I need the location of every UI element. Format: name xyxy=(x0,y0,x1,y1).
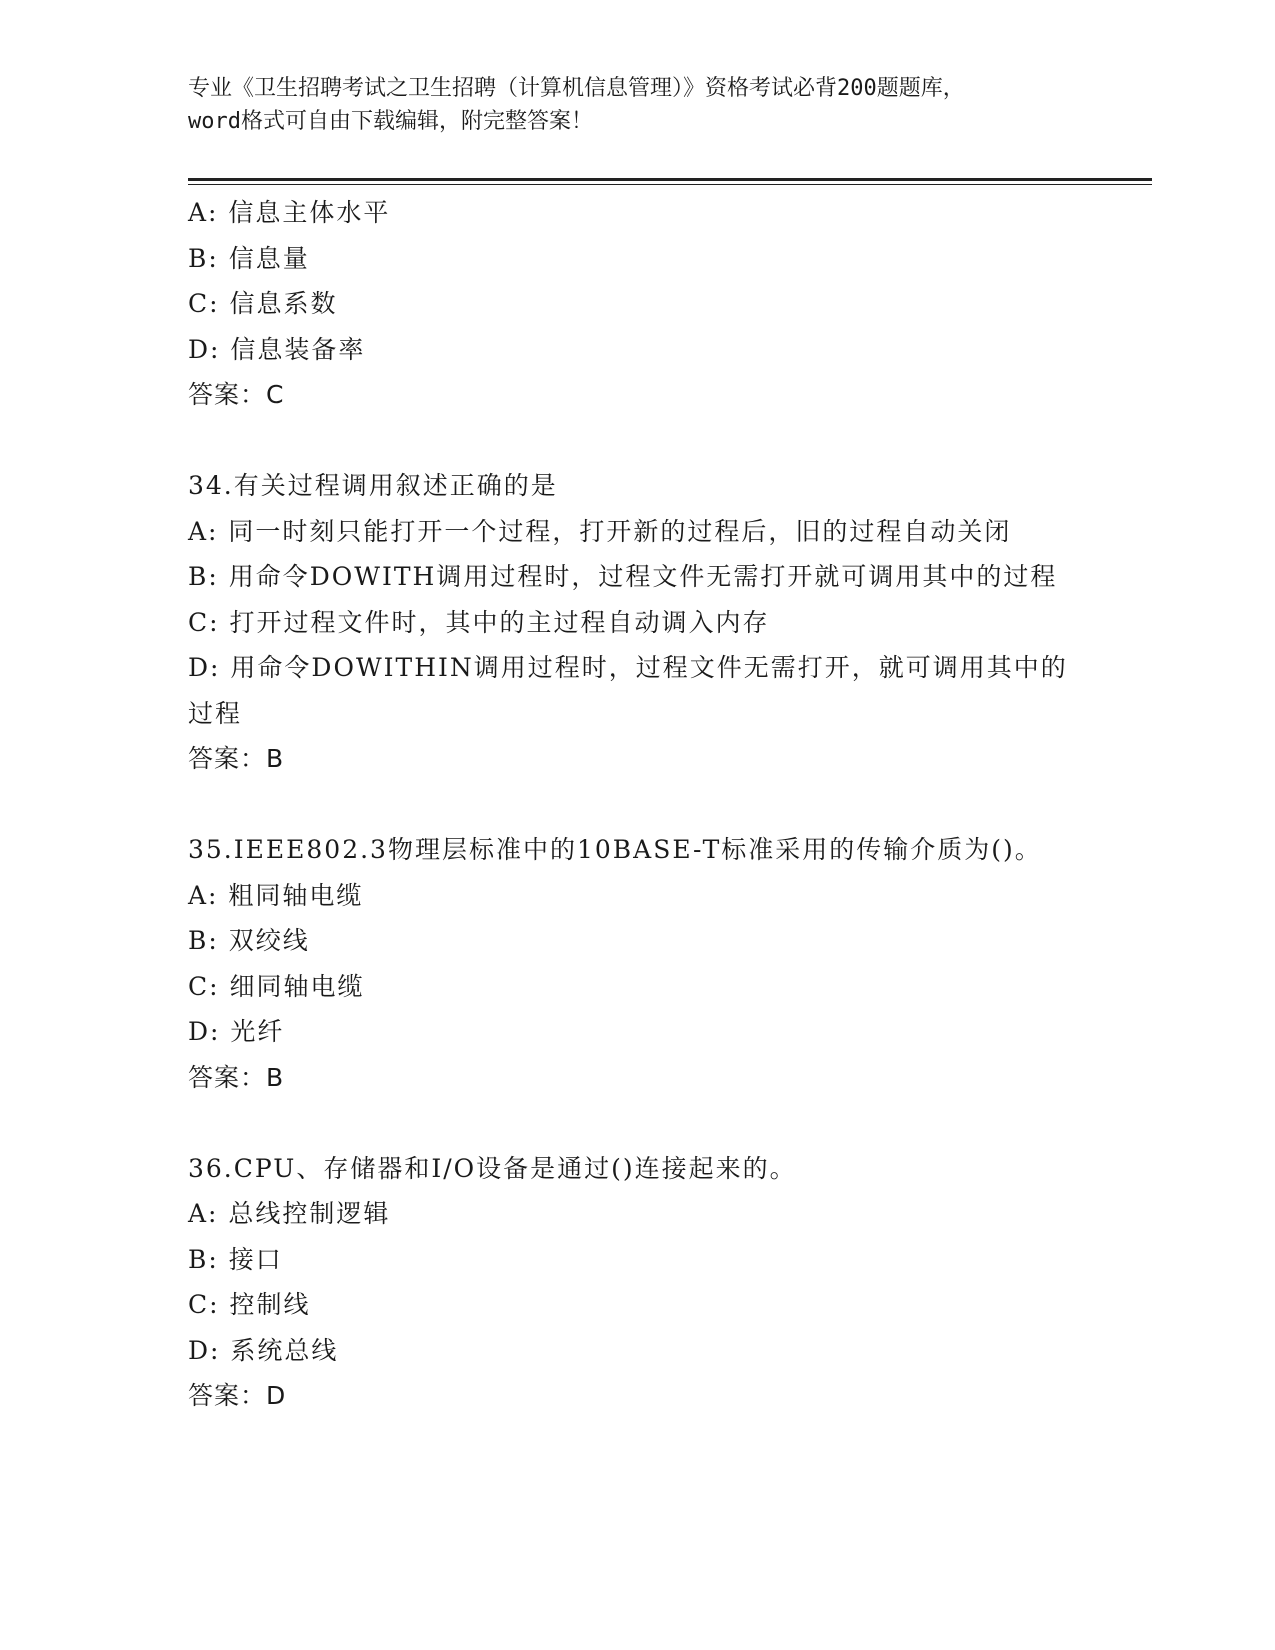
header-divider-thin xyxy=(188,184,1152,185)
answer: 答案：D xyxy=(188,1381,287,1410)
answer: 答案：C xyxy=(188,380,285,409)
document-header xyxy=(188,72,1088,138)
question-block-33 xyxy=(188,190,1088,418)
option-c: C: 细同轴电缆 xyxy=(188,971,365,1001)
option-d: D: 用命令DOWITHIN调用过程时，过程文件无需打开，就可调用其中的过程 xyxy=(188,653,1068,728)
answer: 答案：B xyxy=(188,1062,285,1092)
option-b: B: 接口 xyxy=(188,1244,283,1274)
question-text: 36.CPU、存储器和I/O设备是通过()连接起来的。 xyxy=(188,1153,797,1183)
spacer xyxy=(188,1100,1088,1146)
option-c: C: 信息系数 xyxy=(188,289,338,318)
option-d: D: 系统总线 xyxy=(188,1335,339,1365)
option-d: D: 光纤 xyxy=(188,1017,285,1046)
option-c: C: 控制线 xyxy=(188,1290,311,1319)
answer: 答案：B xyxy=(188,744,285,773)
option-c: C: 打开过程文件时，其中的主过程自动调入内存 xyxy=(188,607,770,637)
spacer xyxy=(188,782,1088,828)
option-a: A: 总线控制逻辑 xyxy=(188,1199,391,1228)
question-block-34 xyxy=(188,463,1088,782)
header-line-1: 专业《卫生招聘考试之卫生招聘（计算机信息管理）》资格考试必背200题题库， xyxy=(188,76,965,101)
option-a: A: 信息主体水平 xyxy=(188,198,391,227)
header-divider-thick xyxy=(188,178,1152,181)
spacer xyxy=(188,418,1088,464)
question-text: 34.有关过程调用叙述正确的是 xyxy=(188,471,558,500)
option-b: B: 双绞线 xyxy=(188,926,310,955)
question-text: 35.IEEE802.3物理层标准中的10BASE-T标准采用的传输介质为()。 xyxy=(188,835,1042,864)
question-block-36 xyxy=(188,1146,1088,1419)
option-a: A: 同一时刻只能打开一个过程，打开新的过程后，旧的过程自动关闭 xyxy=(188,516,1012,546)
header-line-2: word格式可自由下载编辑，附完整答案！ xyxy=(188,109,593,134)
question-block-35 xyxy=(188,827,1088,1100)
question-list xyxy=(188,190,1088,1419)
option-d: D: 信息装备率 xyxy=(188,334,366,364)
option-b: B: 信息量 xyxy=(188,243,310,273)
option-a: A: 粗同轴电缆 xyxy=(188,880,364,910)
option-b: B: 用命令DOWITH调用过程时，过程文件无需打开就可调用其中的过程 xyxy=(188,562,1058,591)
